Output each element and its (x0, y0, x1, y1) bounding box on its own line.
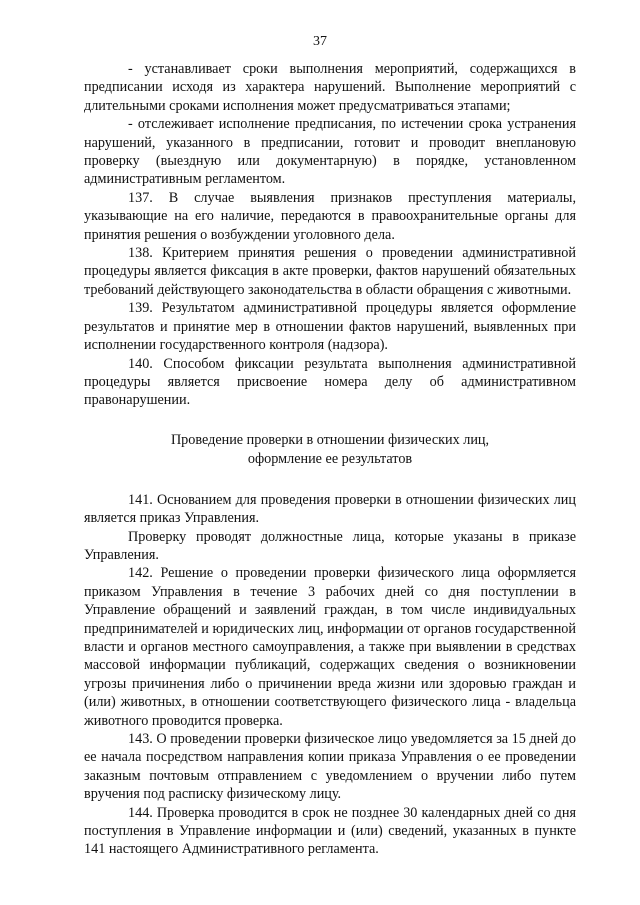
paragraph-deadlines: - устанавливает сроки выполнения мероприятий, содержащихся в предписании исходя из характера нарушений. Выполнение мероприятий с длительными сроками исполнения может предусматриваться этапами; (84, 61, 576, 114)
paragraph-139: 139. Результатом административной процедуры является оформление результатов и принятие мер в отношении фактов нарушений, выявленных при исполнении государственного контроля (надзора). (84, 300, 576, 354)
paragraph-monitoring: - отслеживает исполнение предписания, по истечении срока устранения нарушений, указанного в предписании, готовит и проводит внеплановую проверку (выездную или документарную) в порядке, установленном административным регламентом. (84, 116, 576, 188)
paragraph-138: 138. Критерием принятия решения о проведении административной процедуры является фиксация в акте проверки, фактов нарушений обязательных требований действующего законодательства в области обращения с животными. (84, 245, 576, 298)
section-heading-line-2: оформление ее результатов (247, 450, 413, 467)
paragraph-143: 143. О проведении проверки физическое лицо уведомляется за 15 дней до ее начала посредством направления копии приказа Управления о ее проведении заказным почтовым отправлением с уведомлением о вручении либо путем вручения под расписку физическому лицу. (84, 731, 576, 803)
paragraph-142: 142. Решение о проведении проверки физического лица оформляется приказом Управления в течение 3 рабочих дней со дня поступлении в Управление обращений и заявлений граждан, в том числе индивидуальных предпринимателей и юридических лиц, информации от органов государственной власти и органов местного самоуправления, а также при выявлении в средствах массовой информации публикаций, содержащих сведения о возникновении угрозы причинения либо о причинении вреда жизни или здоровью граждан и (или) животных, в отношении соответствующего физического лица - владельца животного проводится проверка. (84, 565, 576, 729)
section-heading-line-1: Проведение проверки в отношении физических лиц, (170, 431, 490, 448)
paragraph-inspectors: Проверку проводят должностные лица, которые указаны в приказе Управления. (84, 528, 576, 563)
paragraph-140: 140. Способом фиксации результата выполнения административной процедуры является присвоение номера делу об административном правонарушении. (84, 355, 576, 409)
page-number: 37 (313, 34, 327, 49)
paragraph-144: 144. Проверка проводится в срок не позднее 30 календарных дней со дня поступления в Управление информации и (или) сведений, указанных в пункте 141 настоящего Административного регламента. (84, 804, 576, 858)
document-body (84, 60, 576, 859)
section-heading (84, 431, 576, 469)
paragraph-141: 141. Основанием для проведения проверки в отношении физических лиц является приказ Управления. (84, 491, 576, 527)
paragraph-137: 137. В случае выявления признаков преступления материалы, указывающие на его наличие, передаются в правоохранительные органы для принятия решения о возбуждении уголовного дела. (84, 189, 576, 243)
